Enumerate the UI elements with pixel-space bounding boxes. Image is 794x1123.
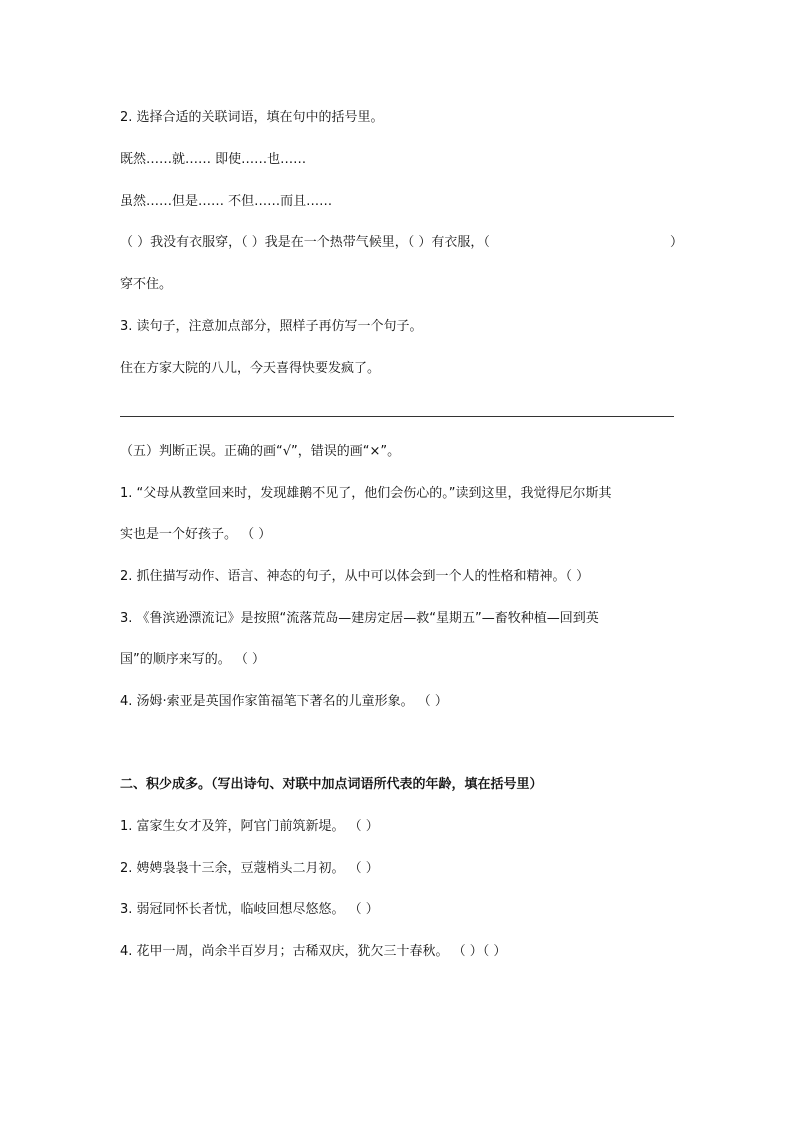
judge-q1-line-2: 实也是一个好孩子。 （ ）: [120, 527, 272, 542]
q3-title: 3. 读句子，注意加点部分，照样子再仿写一个句子。: [120, 319, 423, 334]
options-row-2: 虽然……但是…… 不但……而且……: [120, 194, 333, 209]
answer-underline[interactable]: [120, 416, 674, 417]
judge-q4: 4. 汤姆·索亚是英国作家笛福笔下著名的儿童形象。 （ ）: [120, 694, 448, 709]
section-two-title: 二、积少成多。（写出诗句、对联中加点词语所代表的年龄，填在括号里）: [120, 777, 543, 792]
q3-example: 住在方家大院的八儿，今天喜得快要发疯了。: [120, 361, 381, 376]
options-row-1: 既然……就…… 即使……也……: [120, 152, 307, 167]
sentence-line-2: 穿不住。: [120, 277, 173, 292]
sentence-close-paren: ）: [670, 235, 684, 250]
section-two-q4: 4. 花甲一周，尚余半百岁月；古稀双庆，犹欠三十春秋。 （ ）（ ）: [120, 944, 507, 959]
section-two-q3: 3. 弱冠同怀长者忧，临岐回想尽悠悠。 （ ）: [120, 902, 379, 917]
sentence-line-1: （ ）我没有衣服穿，（ ）我是在一个热带气候里，（ ）有衣服，（: [120, 235, 490, 250]
judge-q3-line-1: 3. 《鲁滨逊漂流记》是按照“流落荒岛—建房定居—救“星期五”—畜牧种植—回到英: [120, 611, 599, 626]
judge-q1-line-1: 1. “父母从教堂回来时，发现雄鹅不见了，他们会伤心的。”读到这里，我觉得尼尔斯其: [120, 486, 612, 501]
section-two-q1: 1. 富家生女才及笄，阿官门前筑新堤。 （ ）: [120, 819, 379, 834]
section-two-q2: 2. 娉娉袅袅十三余，豆蔻梢头二月初。 （ ）: [120, 861, 379, 876]
judge-q3-line-2: 国”的顺序来写的。 （ ）: [120, 652, 265, 667]
judge-q2: 2. 抓住描写动作、语言、神态的句子，从中可以体会到一个人的性格和精神。（ ）: [120, 569, 590, 584]
judge-title: （五）判断正误。正确的画“√”，错误的画“×”。: [120, 444, 401, 459]
q2-title: 2. 选择合适的关联词语，填在句中的括号里。: [120, 110, 384, 125]
